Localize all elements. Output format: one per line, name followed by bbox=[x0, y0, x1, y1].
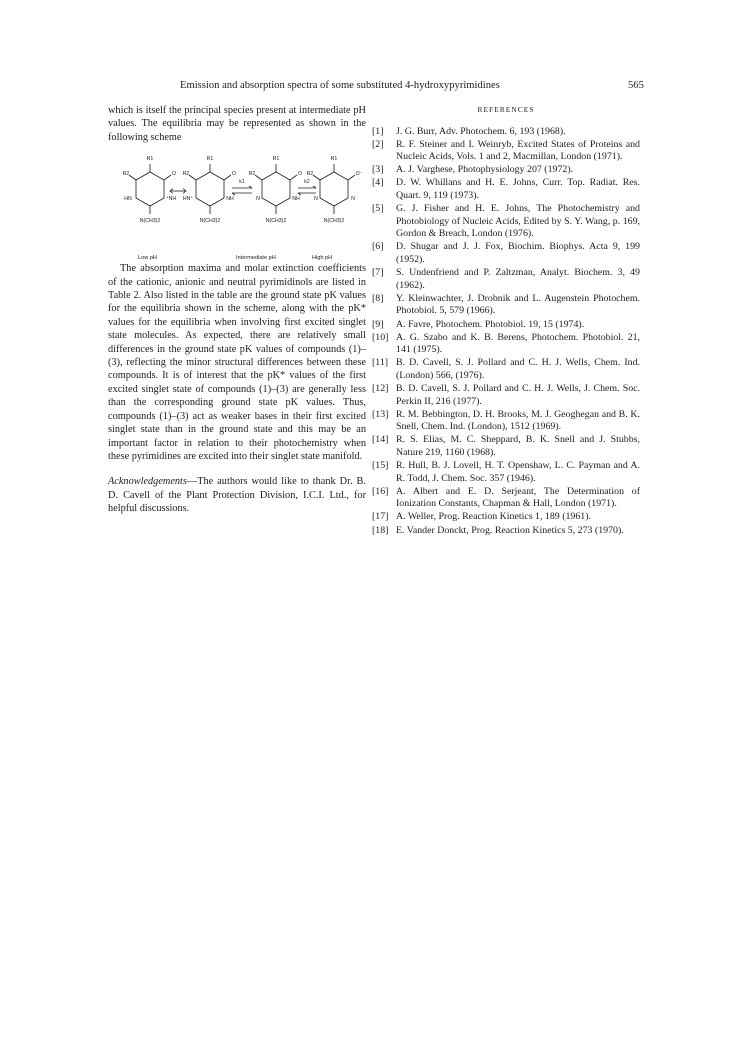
reference-item bbox=[372, 164, 640, 177]
reference-number: [16] bbox=[372, 485, 389, 497]
high-ph-label: High pH bbox=[312, 255, 333, 262]
reference-text: E. Vander Donckt, Prog. Reaction Kinetics 5, 273 (1970). bbox=[396, 524, 624, 536]
reference-number: [8] bbox=[372, 292, 384, 304]
acknowledgements-heading: Acknowledgements bbox=[108, 476, 187, 488]
reference-number: [3] bbox=[372, 164, 384, 176]
n-label: N bbox=[314, 196, 318, 203]
reference-item bbox=[372, 511, 640, 524]
reference-text: R. Hull, B. J. Lovell, H. T. Openshaw, L. C. Payman and A. R. Todd, J. Chem. Soc. 357 (1946). bbox=[396, 460, 640, 484]
reference-number: [6] bbox=[372, 241, 384, 253]
reference-item bbox=[372, 293, 640, 318]
reference-item bbox=[372, 434, 640, 459]
reference-item bbox=[372, 319, 640, 332]
reference-item bbox=[372, 525, 640, 538]
reference-number: [9] bbox=[372, 318, 384, 330]
k1-label: k1 bbox=[239, 179, 245, 186]
reference-number: [18] bbox=[372, 524, 389, 536]
nh-label: NH bbox=[226, 196, 234, 203]
reference-number: [2] bbox=[372, 138, 384, 150]
scheme-structures bbox=[108, 148, 366, 262]
reference-text: G. J. Fisher and H. E. Johns, The Photochemistry and Photobiology of Nucleic Acids, Edited by S. Y. Wang, p. 169, Gordon & Breach, London (1976). bbox=[396, 203, 640, 240]
r1-label: R1 bbox=[330, 156, 338, 163]
intermediate-ph-label: Intermediate pH bbox=[236, 255, 276, 262]
dimethylamino-label: N(CH3)2 bbox=[139, 218, 161, 225]
equilibrium-scheme bbox=[108, 148, 366, 262]
reference-number: [5] bbox=[372, 203, 384, 215]
running-title: Emission and absorption spectra of some substituted 4-hydroxypyrimidines bbox=[180, 80, 500, 91]
reference-text: D. W. Whillans and H. E. Johns, Curr. Top. Radiat. Res. Quart. 9, 119 (1973). bbox=[396, 177, 640, 202]
reference-text: Y. Kleinwachter, J. Drobnik and L. Augenstein Photochem. Photobiol. 5, 579 (1966). bbox=[396, 292, 640, 317]
references-column bbox=[372, 104, 640, 538]
reference-item bbox=[372, 409, 640, 434]
page-number: 565 bbox=[628, 80, 644, 91]
nh-label: NH bbox=[292, 196, 300, 203]
dimethylamino-label: N(CH3)2 bbox=[323, 218, 345, 225]
reference-text: D. Shugar and J. J. Fox, Biochim. Biophys. Acta 9, 199 (1952). bbox=[396, 241, 640, 266]
reference-text: R. S. Elias, M. C. Sheppard, B. K. Snell and J. Stubbs, Nature 219, 1160 (1968). bbox=[396, 434, 640, 458]
oxygen-label: O bbox=[297, 171, 303, 178]
r1-label: R1 bbox=[272, 156, 280, 163]
reference-number: [13] bbox=[372, 408, 389, 420]
reference-item bbox=[372, 177, 640, 202]
reference-text: A. J. Varghese, Photophysiology 207 (1972). bbox=[396, 164, 574, 176]
paragraph-results: The absorption maxima and molar extinction coefficients of the cationic, anionic and neutral pyrimidinols are listed in Table 2. Also listed in the table are the ground state pK values for the equilibria shown in the scheme, along with the pK* values for the equilibria when involving first excited singlet state molecules. As expected, there are relatively small differences in the ground state pK values of compounds (1)–(3), reflecting the minor structural differences between these compounds. It is of interest that the pK* values of the first excited singlet state of compounds (1)–(3) are generally less than the corresponding ground state pK values. Thus, compounds (1)–(3) act as weaker bases in their first excited singlet state than in the ground state and this may be an important factor in relation to their photochemistry when these pyrimidines are excited into their singlet state manifold. bbox=[108, 263, 366, 462]
reference-text: A. Favre, Photochem. Photobiol. 19, 15 (1974). bbox=[396, 318, 585, 330]
reference-number: [7] bbox=[372, 267, 384, 279]
dimethylamino-label: N(CH3)2 bbox=[265, 218, 287, 225]
reference-number: [4] bbox=[372, 177, 384, 189]
r1-label: R1 bbox=[146, 156, 154, 163]
reference-text: A. Albert and E. D. Serjeant, The Determination of Ionization Constants, Chapman & Hall, London (1971). bbox=[396, 485, 640, 510]
acknowledgements bbox=[108, 475, 366, 515]
r2-label: R2 bbox=[122, 171, 130, 178]
nh-plus-label: ⁺NH bbox=[165, 196, 177, 203]
reference-text: S. Undenfriend and P. Zaltzman, Analyt. Biochem. 3, 49 (1962). bbox=[396, 267, 640, 291]
reference-text: A. G. Szabo and K. B. Berens, Photochem. Photobiol. 21, 141 (1975). bbox=[396, 331, 640, 356]
reference-text: J. G. Burr, Adv. Photochem. 6, 193 (1968). bbox=[396, 125, 566, 137]
reference-item bbox=[372, 332, 640, 357]
reference-number: [11] bbox=[372, 357, 389, 369]
reference-item bbox=[372, 357, 640, 382]
oxygen-label: O bbox=[171, 171, 177, 178]
reference-item bbox=[372, 460, 640, 485]
r2-label: R2 bbox=[182, 171, 190, 178]
reference-number: [14] bbox=[372, 434, 389, 446]
reference-number: [10] bbox=[372, 331, 389, 343]
k2-label: k2 bbox=[304, 179, 310, 186]
references-list bbox=[372, 126, 640, 538]
n-label: N bbox=[256, 196, 260, 203]
reference-text: B. D. Cavell, S. J. Pollard and C. H. J. Wells, J. Chem. Soc. Perkin II, 216 (1977). bbox=[396, 382, 640, 407]
reference-item bbox=[372, 383, 640, 408]
reference-text: B. D. Cavell, S. J. Pollard and C. H. J. Wells, Chem. Ind. (London) 566, (1976). bbox=[396, 357, 640, 381]
reference-number: [17] bbox=[372, 511, 389, 523]
left-column bbox=[108, 104, 366, 516]
paragraph-intro: which is itself the principal species present at intermediate pH values. The equilibria may be represented as shown in the following scheme bbox=[108, 105, 366, 143]
dimethylamino-label: N(CH3)2 bbox=[199, 218, 221, 225]
acknowledgements-text: —The authors would like to thank Dr. B. D. Cavell of the Plant Protection Division, I.C.I. Ltd., for helpful discussions. bbox=[108, 476, 366, 515]
reference-number: [15] bbox=[372, 460, 389, 472]
reference-number: [12] bbox=[372, 382, 389, 394]
oxide-label: O⁻ bbox=[355, 171, 363, 178]
reference-text: R. F. Steiner and I. Weinryb, Excited States of Proteins and Nucleic Acids, Vols. 1 and 2, Macmillan, London (1971). bbox=[396, 138, 640, 163]
n-label: N bbox=[351, 196, 355, 203]
r2-label: R2 bbox=[306, 171, 314, 178]
hn-label: HN bbox=[124, 196, 132, 203]
r1-label: R1 bbox=[206, 156, 214, 163]
reference-item bbox=[372, 126, 640, 139]
reference-item bbox=[372, 267, 640, 292]
reference-item bbox=[372, 203, 640, 241]
oxygen-label: O bbox=[231, 171, 237, 178]
low-ph-label: Low pH bbox=[138, 255, 157, 262]
reference-text: R. M. Bebbington, D. H. Brooks, M. J. Geoghegan and B. K. Snell, Chem. Ind. (London), 1512 (1969). bbox=[396, 408, 640, 433]
reference-item bbox=[372, 486, 640, 511]
reference-item bbox=[372, 139, 640, 164]
reference-text: A. Weller, Prog. Reaction Kinetics 1, 189 (1961). bbox=[396, 511, 591, 523]
hn-plus-label: HN⁺ bbox=[182, 196, 194, 203]
references-heading: REFERENCES bbox=[477, 105, 535, 114]
reference-item bbox=[372, 241, 640, 266]
reference-number: [1] bbox=[372, 125, 384, 137]
r2-label: R2 bbox=[248, 171, 256, 178]
